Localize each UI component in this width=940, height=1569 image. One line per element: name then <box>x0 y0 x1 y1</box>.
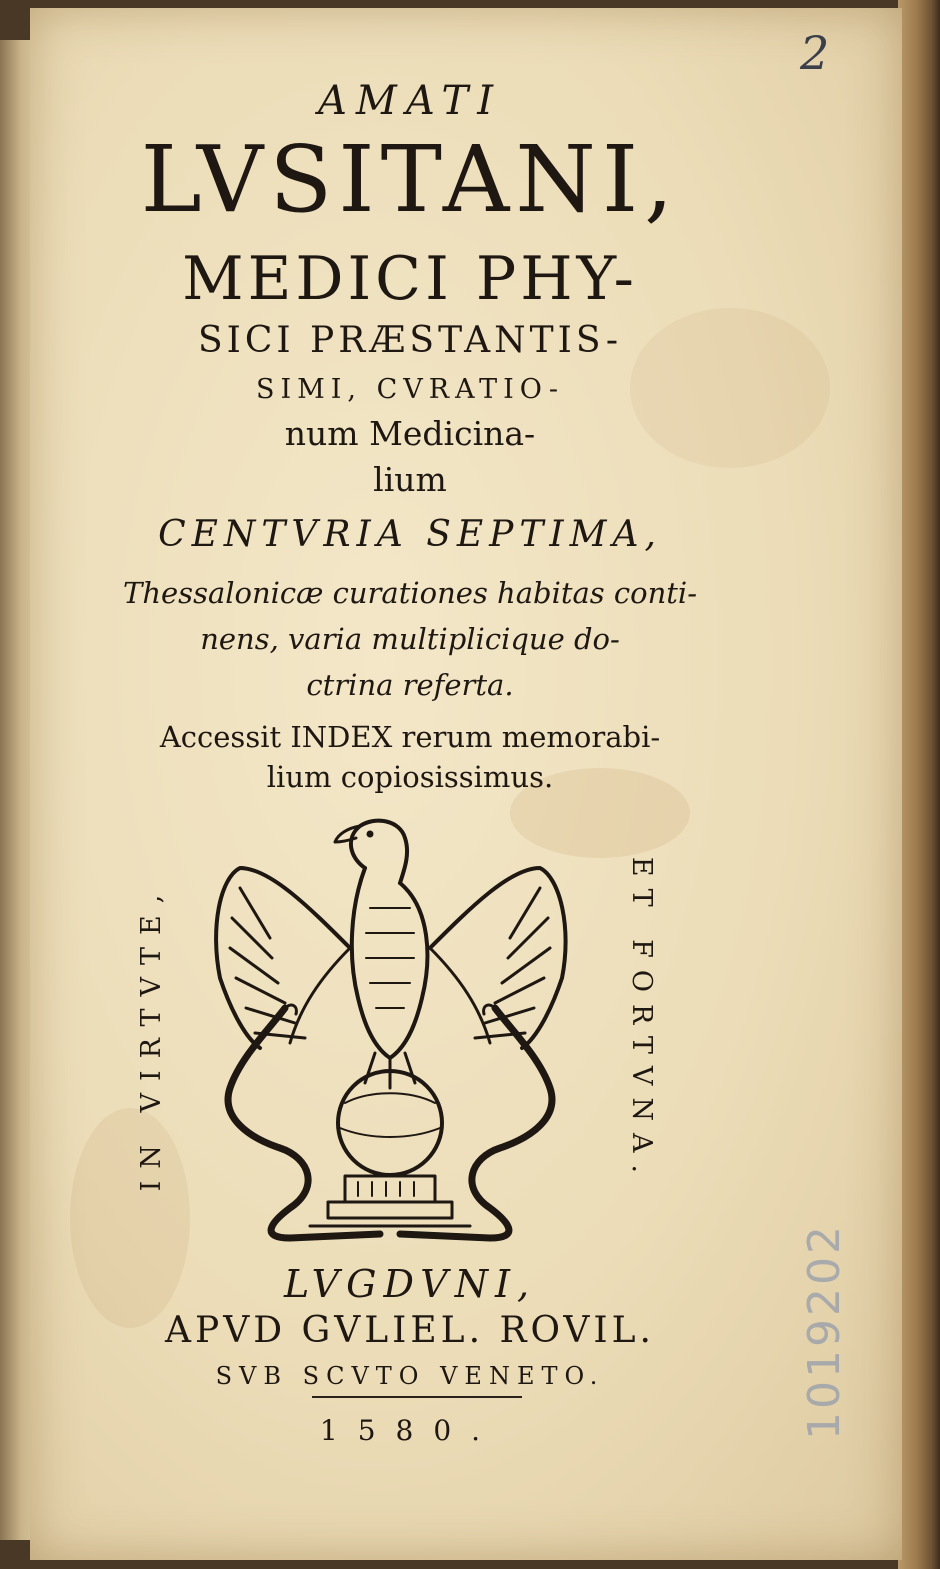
title-line-7: lium <box>373 460 447 499</box>
volume-title: CENTVRIA SEPTIMA, <box>158 514 662 555</box>
title-line-3: MEDICI PHY- <box>182 244 638 314</box>
device-motto-left: IN VIRTVTE, <box>136 882 167 1192</box>
description-line-3: ctrina referta. <box>306 668 514 702</box>
eagle-serpents-icon <box>200 798 580 1248</box>
title-line-4: SICI PRÆSTANTIS- <box>197 320 623 361</box>
description-line-2: nens, varia multiplicique do- <box>200 622 620 656</box>
pencil-shelfmark: 1019202 <box>798 1223 850 1440</box>
imprint-year: 1580. <box>319 1414 501 1447</box>
author-first-name: AMATI <box>317 78 503 124</box>
device-motto-right: ET FORTVNA. <box>626 856 657 1186</box>
handwritten-page-number: 2 <box>800 26 830 80</box>
title-page <box>30 8 902 1560</box>
imprint-sign: SVB SCVTO VENETO. <box>215 1362 605 1390</box>
title-line-5: SIMI, CVRATIO- <box>255 374 565 405</box>
year-rule <box>312 1396 522 1398</box>
title-line-6: num Medicina- <box>284 414 536 453</box>
book-fore-edge <box>898 0 940 1569</box>
index-note-line-1: Accessit INDEX rerum memorabi- <box>159 720 661 754</box>
description-line-1: Thessalonicæ curationes habitas conti- <box>123 576 697 610</box>
index-note-line-2: lium copiosissimus. <box>266 760 554 794</box>
author-surname: LVSITANI, <box>140 126 680 233</box>
imprint-printer: APVD GVLIEL. ROVIL. <box>164 1310 656 1351</box>
imprint-city: LVGDVNI, <box>283 1262 537 1306</box>
